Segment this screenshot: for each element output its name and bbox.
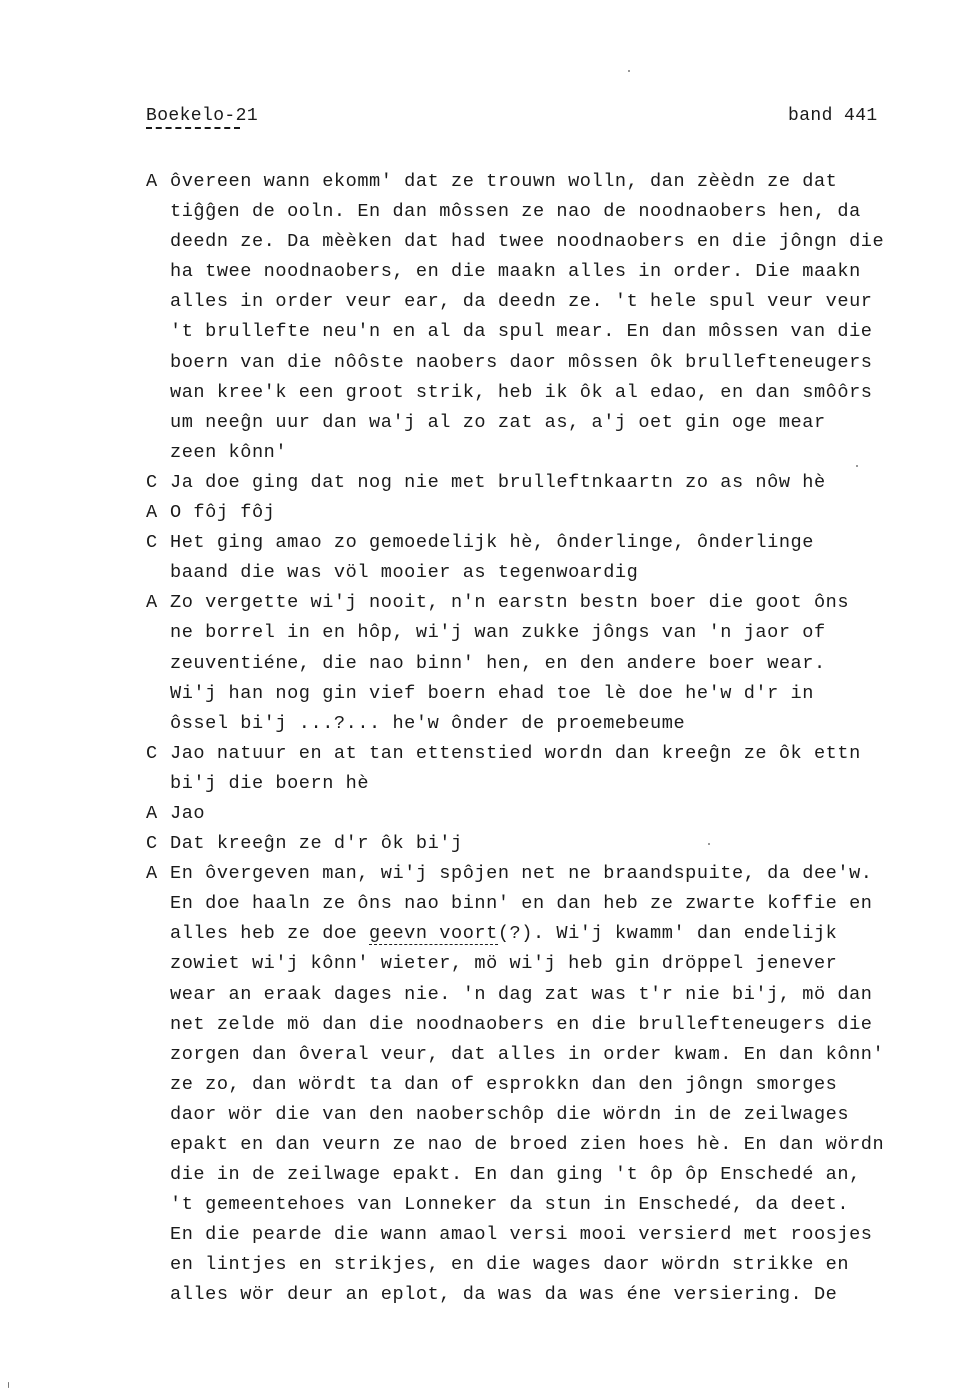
speaker-turn xyxy=(146,468,936,498)
transcript-line: alles wör deur an eplot, da was da was éne versiering. De xyxy=(170,1284,838,1306)
transcript-line: 't brullefte neu'n en al da spul mear. En dan môssen van die xyxy=(170,321,873,343)
speaker-turn xyxy=(146,799,936,829)
transcript-line: ôssel bi'j ...?... he'w ônder de proemebeume xyxy=(170,712,686,734)
turn-text xyxy=(170,468,936,498)
speaker-label: A xyxy=(146,863,158,885)
transcript-line: Jao natuur en at tan ettenstied wordn dan kreeĝn ze ôk ettn xyxy=(170,742,861,764)
underlined-words: geevn voort xyxy=(369,923,498,945)
turn-text xyxy=(170,799,936,829)
speaker-label: A xyxy=(146,502,158,524)
transcript-body xyxy=(146,167,936,1311)
scan-speck xyxy=(8,1382,9,1388)
transcript-line: bi'j die boern hè xyxy=(170,772,370,794)
speaker-turn xyxy=(146,528,936,588)
transcript-line: 't gemeentehoes van Lonneker da stun in Enschedé, da deet. xyxy=(170,1194,850,1216)
transcript-line: Zo vergette wi'j nooit, n'n earstn bestn boer die goot ôns xyxy=(170,592,850,614)
speaker-turn xyxy=(146,167,936,468)
turn-text xyxy=(170,588,936,738)
speaker-turn xyxy=(146,859,936,1310)
transcript-line: zowiet wi'j kônn' wieter, mö wi'j heb gin dröppel jenever xyxy=(170,953,838,975)
transcript-line: epakt en dan veurn ze nao de broed zien hoes hè. En dan wördn xyxy=(170,1134,885,1155)
transcript-line: wan kree'k een groot strik, heb ik ôk al edao, en dan smôôrs xyxy=(170,381,873,403)
scan-speck xyxy=(628,70,630,72)
transcript-line: ôvereen wann ekomm' dat ze trouwn wolln, dan zèèdn ze dat xyxy=(170,171,838,192)
turn-text xyxy=(170,528,936,588)
transcript-line: die in de zeilwage epakt. En dan ging 't ôp ôp Enschedé an, xyxy=(170,1164,861,1186)
transcript-line: alles heb ze doe geevn voort(?). Wi'j kwamm' dan endelijk xyxy=(170,923,838,945)
transcript-line: alles in order veur ear, da deedn ze. 't hele spul veur veur xyxy=(170,291,873,313)
transcript-line: ha twee noodnaobers, en die maakn alles in order. Die maakn xyxy=(170,261,861,283)
speaker-turn xyxy=(146,498,936,528)
turn-text xyxy=(170,859,936,1310)
speaker-label: C xyxy=(146,532,158,554)
transcript-line: wear an eraak dages nie. 'n dag zat was t'r nie bi'j, mö dan xyxy=(170,983,873,1005)
scan-speck xyxy=(708,843,710,845)
speaker-label: C xyxy=(146,471,158,493)
transcript-line: En die pearde die wann amaol versi mooi versierd met roosjes xyxy=(170,1224,873,1246)
transcript-line: deedn ze. Da mèèken dat had twee noodnaobers en die jôngn die xyxy=(170,231,885,253)
speaker-turn xyxy=(146,739,936,799)
document-id-header xyxy=(146,106,258,126)
speaker-label: A xyxy=(146,802,158,824)
transcript-line: boern van die nôôste naobers daor môssen ôk brullefteneugers xyxy=(170,351,873,373)
transcript-line: En doe haaln ze ôns nao binn' en dan heb ze zwarte koffie en xyxy=(170,893,873,915)
transcript-line: Dat kreeĝn ze d'r ôk bi'j xyxy=(170,833,463,855)
speaker-label: A xyxy=(146,592,158,614)
speaker-label: C xyxy=(146,742,158,764)
turn-text xyxy=(170,829,936,859)
turn-text xyxy=(170,498,936,528)
transcript-line: Het ging amao zo gemoedelijk hè, ônderlinge, ônderlinge xyxy=(170,532,814,554)
transcript-line: Jao xyxy=(170,802,206,824)
transcript-line: en lintjes en strikjes, en die wages daor wördn strikke en xyxy=(170,1254,850,1276)
transcript-line: ze zo, dan wördt ta dan of esprokkn dan den jôngn smorges xyxy=(170,1073,838,1095)
header-underline xyxy=(146,127,240,129)
transcript-line: daor wör die van den naoberschôp die wördn in de zeilwages xyxy=(170,1103,850,1125)
transcript-line: O fôj fôj xyxy=(170,502,276,524)
transcript-line: net zelde mö dan die noodnaobers en die brullefteneugers die xyxy=(170,1013,873,1035)
transcript-line: um neeĝn uur dan wa'j al zo zat as, a'j oet gin oge mear xyxy=(170,411,826,433)
turn-text xyxy=(170,739,936,799)
speaker-turn xyxy=(146,829,936,859)
scan-speck xyxy=(856,465,858,467)
transcript-line: tiĝĝen de ooln. En dan môssen ze nao de noodnaobers hen, da xyxy=(170,201,861,223)
tape-number-header: band 441 xyxy=(788,106,878,126)
transcript-line: Ja doe ging dat nog nie met brulleftnkaartn zo as nôw hè xyxy=(170,471,826,493)
transcript-line: baand die was völ mooier as tegenwoardig xyxy=(170,562,639,584)
transcript-line: ne borrel in en hôp, wi'j wan zukke jôngs van 'n jaor of xyxy=(170,622,826,644)
speaker-label: C xyxy=(146,833,158,855)
speaker-label: A xyxy=(146,171,158,192)
transcript-line: zorgen dan ôveral veur, dat alles in order kwam. En dan kônn' xyxy=(170,1043,885,1065)
transcript-line: Wi'j han nog gin vief boern ehad toe lè doe he'w d'r in xyxy=(170,682,814,704)
transcript-line: En ôvergeven man, wi'j spôjen net ne braandspuite, da dee'w. xyxy=(170,863,873,885)
speaker-turn xyxy=(146,588,936,738)
document-id: Boekelo-21 xyxy=(146,106,259,126)
transcript-line: zeuventiéne, die nao binn' hen, en den andere boer wear. xyxy=(170,652,826,674)
transcript-line: zeen kônn' xyxy=(170,441,288,463)
turn-text xyxy=(170,167,936,468)
